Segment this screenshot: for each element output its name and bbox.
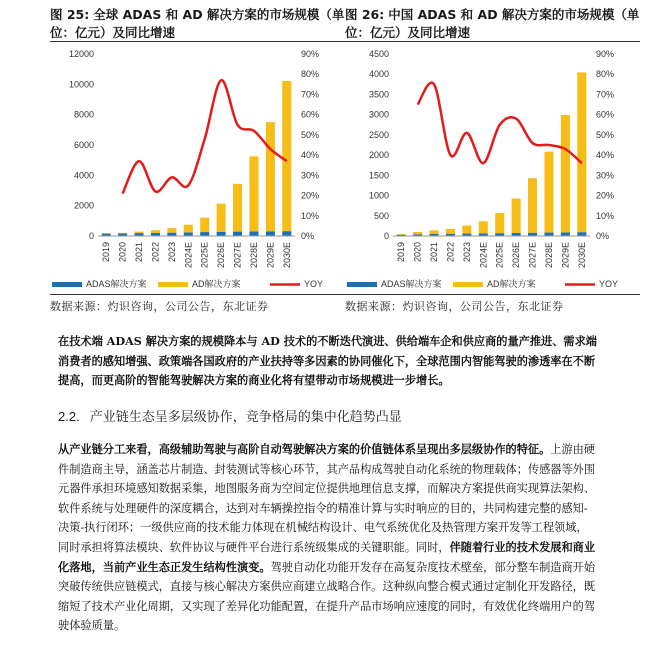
body-text-2: 驾驶自动化功能开发存在高复杂度技术壁垒，部分整车制造商开始突破传统供应链模式，直接与核心解决方案供应商建立战略合作。这种纵向整合模式通过定制化开发路径，既缩短了技术产业化周期，又实现了差异化功能配置，在提升产品市场响应速度的同时，有效优化终端用户的驾驶体验质量。 <box>58 560 596 633</box>
section-title: 产业链生态呈多层级协作，竞争格局的集中化趋势凸显 <box>89 410 402 425</box>
right-tick-label: 30% <box>596 170 615 181</box>
bar-ad <box>233 184 242 232</box>
bar-ad <box>200 218 209 232</box>
legend-label-ad: AD解决方案 <box>192 279 241 289</box>
left-tick-label: 2000 <box>368 150 389 161</box>
right-tick-label: 10% <box>301 210 320 221</box>
legend-swatch-adas <box>52 282 82 287</box>
yoy-line <box>123 80 287 193</box>
left-tick-label: 10000 <box>68 79 94 90</box>
body-text-1: 上游由硬件制造商主导，涵盖芯片制造、封装测试等核心环节，其产品构成驾驶自动化系统的物理载体；传感器等外围元器件承担环境感知数据采集，地图服务商为空间定位提供地理信息支撑，而解决方案提供商实现算法架构、软件系统与处理硬件的深度耦合，达到对车辆操控指令的精准计算与实时响应的目的，共同构建完整的感知-决策-执行闭环；一级供应商的技术能力体现在机械结构设计、电气系统优化及热管理方案开发等工程领域，同时承担将算法模块、软件协议与硬件平台进行系统级集成的关键职能。同时， <box>58 443 596 554</box>
x-tick-label: 2028E <box>248 242 259 269</box>
body-bold-mid: 伴随着行业的技术发展和商业化落地，当前产业生态正发生结构性演变。 <box>58 539 596 574</box>
right-tick-label: 0% <box>301 231 315 241</box>
section-heading <box>58 406 402 425</box>
right-tick-label: 10% <box>596 210 615 221</box>
x-tick-label: 2029E <box>560 242 571 269</box>
x-tick-label: 2022 <box>445 242 456 263</box>
x-tick-label: 2027E <box>232 242 243 269</box>
left-tick-label: 4000 <box>368 69 389 80</box>
right-tick-label: 80% <box>301 69 320 80</box>
left-tick-label: 2000 <box>73 200 94 211</box>
bar-ad <box>413 232 422 234</box>
right-tick-label: 90% <box>596 49 615 59</box>
chart-global <box>50 42 345 294</box>
bar-ad <box>462 225 471 233</box>
left-tick-label: 2500 <box>368 129 389 140</box>
left-tick-label: 6000 <box>73 140 94 150</box>
legend-swatch-ad <box>158 282 188 287</box>
x-tick-label: 2020 <box>412 242 423 263</box>
bar-ad <box>397 234 406 235</box>
bar-adas <box>561 232 570 236</box>
bar-ad <box>430 230 439 234</box>
x-tick-label: 2027E <box>527 242 538 269</box>
bar-adas <box>544 233 553 236</box>
right-tick-label: 0% <box>596 231 610 241</box>
x-tick-label: 2023 <box>461 242 472 263</box>
bar-ad <box>577 72 586 232</box>
figure-source: 数据来源：灼识咨询，公司公告，东北证券 <box>345 300 564 313</box>
summary-paragraph: 在技术端 ADAS 解决方案的规模降本与 AD 技术的不断迭代演进、供给端车企和供应商的量产推进、需求端消费者的感知增强、政策端各国政府的产业扶持等多因素的协同催化下，全球范围内智能驾驶的渗透率在不断提高，而更高阶的智能驾驶解决方案的商业化将有望带动市场规模进一步增长。 <box>58 334 597 388</box>
x-tick-label: 2025E <box>494 242 505 269</box>
x-tick-label: 2028E <box>543 242 554 269</box>
x-tick-label: 2019 <box>101 242 112 263</box>
x-tick-label: 2030E <box>281 242 292 269</box>
left-tick-label: 0 <box>383 231 389 241</box>
legend-label-adas: ADAS解决方案 <box>86 279 147 289</box>
bar-ad <box>135 232 144 234</box>
bar-adas <box>200 232 209 236</box>
body-bold-intro: 从产业链分工来看，高级辅助驾驶与高阶自动驾驶解决方案的价值链体系呈现出多层级协作的特征。 <box>58 442 551 456</box>
bar-ad <box>528 178 537 233</box>
x-tick-label: 2026E <box>216 242 227 269</box>
right-tick-label: 40% <box>596 150 615 161</box>
bar-ad <box>266 122 275 231</box>
right-tick-label: 70% <box>596 89 615 100</box>
bar-ad <box>446 229 455 234</box>
right-tick-label: 30% <box>301 170 320 181</box>
x-tick-label: 2022 <box>150 242 161 263</box>
figure-china-market <box>345 0 645 330</box>
figure-title-text: 全球 ADAS 和 AD 解决方案的市场规模（单位：亿元）及同比增速 <box>50 7 345 40</box>
bar-ad <box>495 213 504 233</box>
x-tick-label: 2025E <box>199 242 210 269</box>
source-rule <box>50 294 345 295</box>
right-tick-label: 50% <box>596 129 615 140</box>
bar-ad <box>282 81 291 231</box>
x-tick-label: 2020 <box>117 242 128 263</box>
left-tick-label: 3000 <box>368 109 389 120</box>
left-tick-label: 1000 <box>368 190 389 201</box>
figure-title <box>50 6 345 42</box>
right-tick-label: 60% <box>596 109 615 120</box>
bar-ad <box>151 230 160 233</box>
figure-title <box>345 6 640 42</box>
right-tick-label: 40% <box>301 150 320 161</box>
bar-adas <box>167 233 176 236</box>
legend-label-adas: ADAS解决方案 <box>381 279 442 289</box>
bar-ad <box>512 199 521 233</box>
figure-source: 数据来源：灼识咨询，公司公告，东北证券 <box>50 300 269 313</box>
left-tick-label: 12000 <box>68 49 94 59</box>
right-tick-label: 90% <box>301 49 320 59</box>
legend-label-yoy: YOY <box>304 279 324 289</box>
source-rule <box>345 294 640 295</box>
right-tick-label: 80% <box>596 69 615 80</box>
figure-global-market <box>50 0 350 330</box>
figure-number: 图 25: <box>50 7 90 22</box>
legend-label-ad: AD解决方案 <box>487 279 536 289</box>
x-tick-label: 2030E <box>576 242 587 269</box>
bar-adas <box>266 231 275 236</box>
legend-swatch-ad <box>453 282 483 287</box>
body-paragraph <box>58 440 598 636</box>
yoy-line <box>418 83 582 164</box>
x-tick-label: 2021 <box>134 242 145 263</box>
x-tick-label: 2026E <box>511 242 522 269</box>
bar-ad <box>118 233 127 234</box>
x-tick-label: 2023 <box>166 242 177 263</box>
bar-adas <box>217 232 226 236</box>
left-tick-label: 500 <box>373 210 389 221</box>
legend-swatch-adas <box>347 282 377 287</box>
bar-adas <box>233 232 242 236</box>
bar-adas <box>184 232 193 236</box>
bar-adas <box>249 231 258 236</box>
left-tick-label: 3500 <box>368 89 389 100</box>
bar-ad <box>217 204 226 232</box>
right-tick-label: 20% <box>301 190 320 201</box>
bar-ad <box>561 115 570 232</box>
bar-adas <box>282 231 291 236</box>
left-tick-label: 4500 <box>368 49 389 59</box>
bar-ad <box>479 221 488 233</box>
right-tick-label: 50% <box>301 129 320 140</box>
right-tick-label: 70% <box>301 89 320 100</box>
bar-ad <box>167 228 176 233</box>
left-tick-label: 4000 <box>73 170 94 181</box>
left-tick-label: 8000 <box>73 109 94 120</box>
left-tick-label: 0 <box>88 231 94 241</box>
x-tick-label: 2029E <box>265 242 276 269</box>
x-tick-label: 2024E <box>478 242 489 269</box>
chart-china <box>345 42 640 294</box>
legend-label-yoy: YOY <box>599 279 619 289</box>
x-tick-label: 2021 <box>429 242 440 263</box>
bar-ad <box>249 156 258 231</box>
x-tick-label: 2024E <box>183 242 194 269</box>
bar-ad <box>544 152 553 233</box>
bar-ad <box>184 225 193 233</box>
left-tick-label: 1500 <box>368 170 389 181</box>
section-number: 2.2. <box>58 409 80 424</box>
bar-adas <box>577 232 586 236</box>
figure-number: 图 26: <box>345 7 385 22</box>
figure-title-text: 中国 ADAS 和 AD 解决方案的市场规模（单位：亿元）及同比增速 <box>345 7 640 40</box>
x-tick-label: 2019 <box>396 242 407 263</box>
right-tick-label: 20% <box>596 190 615 201</box>
right-tick-label: 60% <box>301 109 320 120</box>
